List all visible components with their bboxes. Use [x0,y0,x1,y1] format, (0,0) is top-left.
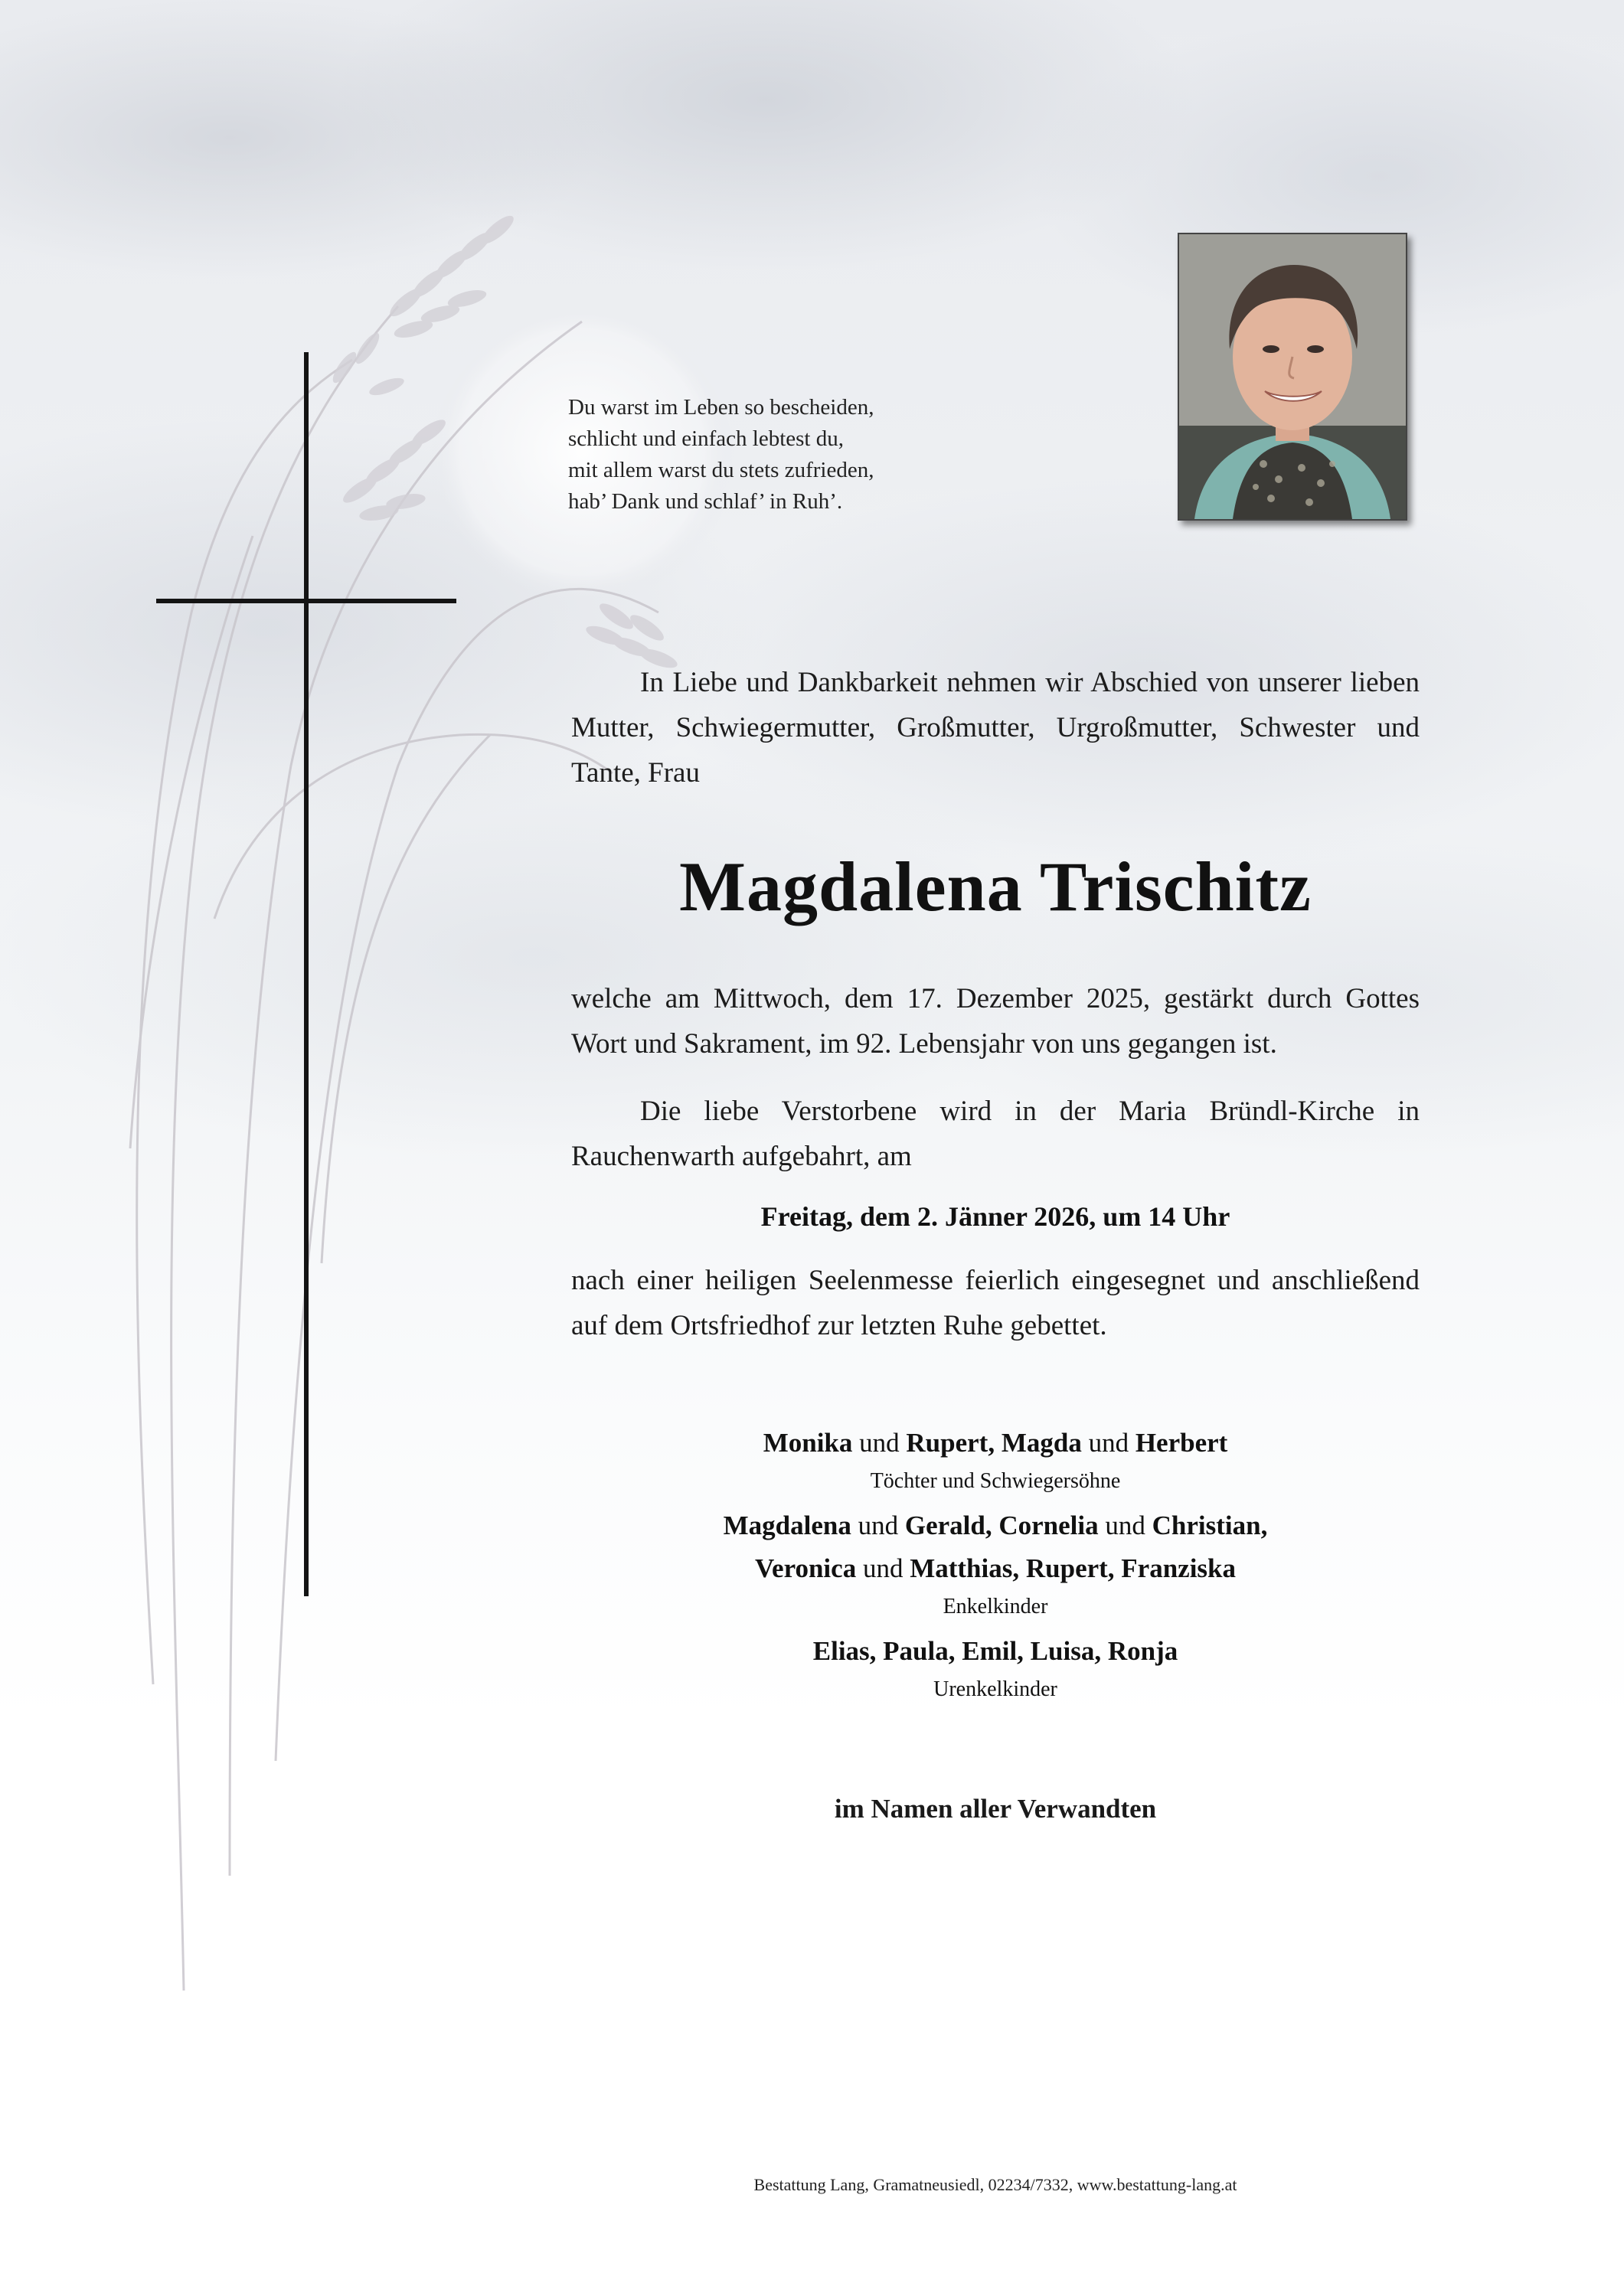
cross-horizontal-bar [156,599,456,603]
great-grandchildren-role: Urenkelkinder [933,1677,1057,1701]
funeral-text: nach einer heiligen Seelenmesse feierlich eingesegnet und anschließend auf dem Ortsfriedhof zur letzten Ruhe gebettet. [571,1265,1420,1341]
grandchildren-role: Enkelkinder [943,1595,1048,1618]
grandchildren-names-line-1: Magdalena und Gerald, Cornelia und Christian, [723,1511,1268,1540]
family-list [571,1422,1420,1713]
grandchildren-names-line-2: Veronica und Matthias, Rupert, Franziska [754,1553,1237,1583]
memorial-poem [568,392,997,518]
poem-line: hab’ Dank und schlaf’ in Ruh’. [568,489,843,514]
funeral-date: Freitag, dem 2. Jänner 2026, um 14 Uhr [760,1201,1230,1232]
intro-text: In Liebe und Dankbarkeit nehmen wir Abschied von unserer lieben Mutter, Schwiegermutter, Großmutter, Urgroßmutter, Schwester und Tante, Frau [571,667,1420,789]
daughters-names: Monika und Rupert, Magda und Herbert [763,1428,1228,1458]
daughters-role: Töchter und Schwiegersöhne [870,1469,1121,1493]
great-grandchildren-names: Elias, Paula, Emil, Luisa, Ronja [812,1636,1178,1666]
poem-line: schlicht und einfach lebtest du, [568,426,844,451]
death-notice-text: welche am Mittwoch, dem 17. Dezember 2025, gestärkt durch Gottes Wort und Sakrament, im 92. Lebensjahr von uns gegangen ist. [571,983,1420,1060]
cross-vertical-bar [304,352,309,1596]
poem-line: Du warst im Leben so bescheiden, [568,395,874,420]
closing-line: im Namen aller Verwandten [834,1794,1157,1824]
poem-line: mit allem warst du stets zufrieden, [568,458,874,482]
funeral-home-footer: Bestattung Lang, Gramatneusiedl, 02234/7332, www.bestattung-lang.at [753,2175,1237,2194]
deceased-name: Magdalena Trischitz [679,848,1312,926]
portrait-photo [1178,233,1407,521]
laid-out-text: Die liebe Verstorbene wird in der Maria Bründl-Kirche in Rauchenwarth aufgebahrt, am [571,1096,1420,1172]
